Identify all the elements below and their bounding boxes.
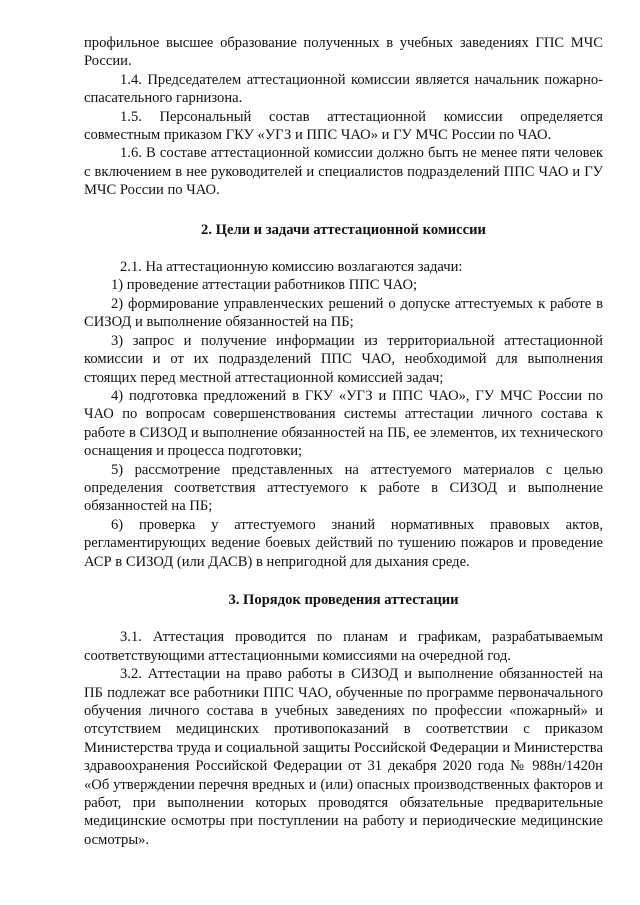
task-item-4: 4) подготовка предложений в ГКУ «УГЗ и ППС ЧАО», ГУ МЧС России по ЧАО по вопросам совершенствования системы аттестации личного состава к работе в СИЗОД и выполнение обязанностей на ПБ, ее элементов, их технического оснащения и процесса подготовки;: [84, 387, 603, 460]
task-item-2: 2) формирование управленческих решений о допуске аттестуемых к работе в СИЗОД и выполнение обязанностей на ПБ;: [84, 295, 603, 331]
paragraph-1-4: 1.4. Председателем аттестационной комиссии является начальник пожарно-спасательного гарнизона.: [84, 71, 603, 107]
paragraph-3-1: 3.1. Аттестация проводится по планам и графикам, разрабатываемым соответствующими аттестационными комиссиями на очередной год.: [84, 629, 603, 664]
section-2-heading: 2. Цели и задачи аттестационной комиссии: [201, 221, 486, 238]
document-page: [84, 34, 603, 849]
task-item-3: 3) запрос и получение информации из территориальной аттестационной комиссии и от их подразделений ППС ЧАО, необходимой для выполнения стоящих перед местной аттестационной комиссией задач;: [84, 332, 603, 386]
paragraph-3-2: 3.2. Аттестации на право работы в СИЗОД и выполнение обязанностей на ПБ подлежат все работники ППС ЧАО, обученные по программе первоначального обучения личного состава в учебных заведениях по профессии «пожарный» и отсутствием медицинских противопоказаний в соответствии с приказом Министерства труда и социальной защиты Российской Федерации и Министерства здравоохранения Российской Федерации от 31 декабря 2020 года № 988н/1420н «Об утверждении перечня вредных и (или) опасных производственных факторов и работ, при выполнении которых проводятся обязательные предварительные медицинские осмотры при поступлении на работу и периодические медицинские осмотры».: [84, 666, 603, 848]
paragraph-2-1: 2.1. На аттестационную комиссию возлагаются задачи:: [120, 259, 463, 276]
paragraph-1-5: 1.5. Персональный состав аттестационной комиссии определяется совместным приказом ГКУ «УГЗ и ППС ЧАО» и ГУ МЧС России по ЧАО.: [84, 108, 603, 144]
paragraph-1-6: 1.6. В составе аттестационной комиссии должно быть не менее пяти человек с включением в нее руководителей и специалистов подразделений ППС ЧАО и ГУ МЧС России по ЧАО.: [84, 145, 603, 199]
task-item-6: 6) проверка у аттестуемого знаний нормативных правовых актов, регламентирующих ведение боевых действий по тушению пожаров и проведение АСР в СИЗОД (или ДАСВ) в непригодной для дыхания среде.: [84, 516, 603, 570]
task-item-1: 1) проведение аттестации работников ППС ЧАО;: [111, 277, 418, 294]
task-item-5: 5) рассмотрение представленных на аттестуемого материалов с целью определения соответствия аттестуемого к работе в СИЗОД и выполнение обязанностей на ПБ;: [84, 461, 603, 515]
section-3-heading: 3. Порядок проведения аттестации: [228, 591, 459, 608]
paragraph-continuation: профильное высшее образование полученных в учебных заведениях ГПС МЧС России.: [84, 35, 603, 70]
